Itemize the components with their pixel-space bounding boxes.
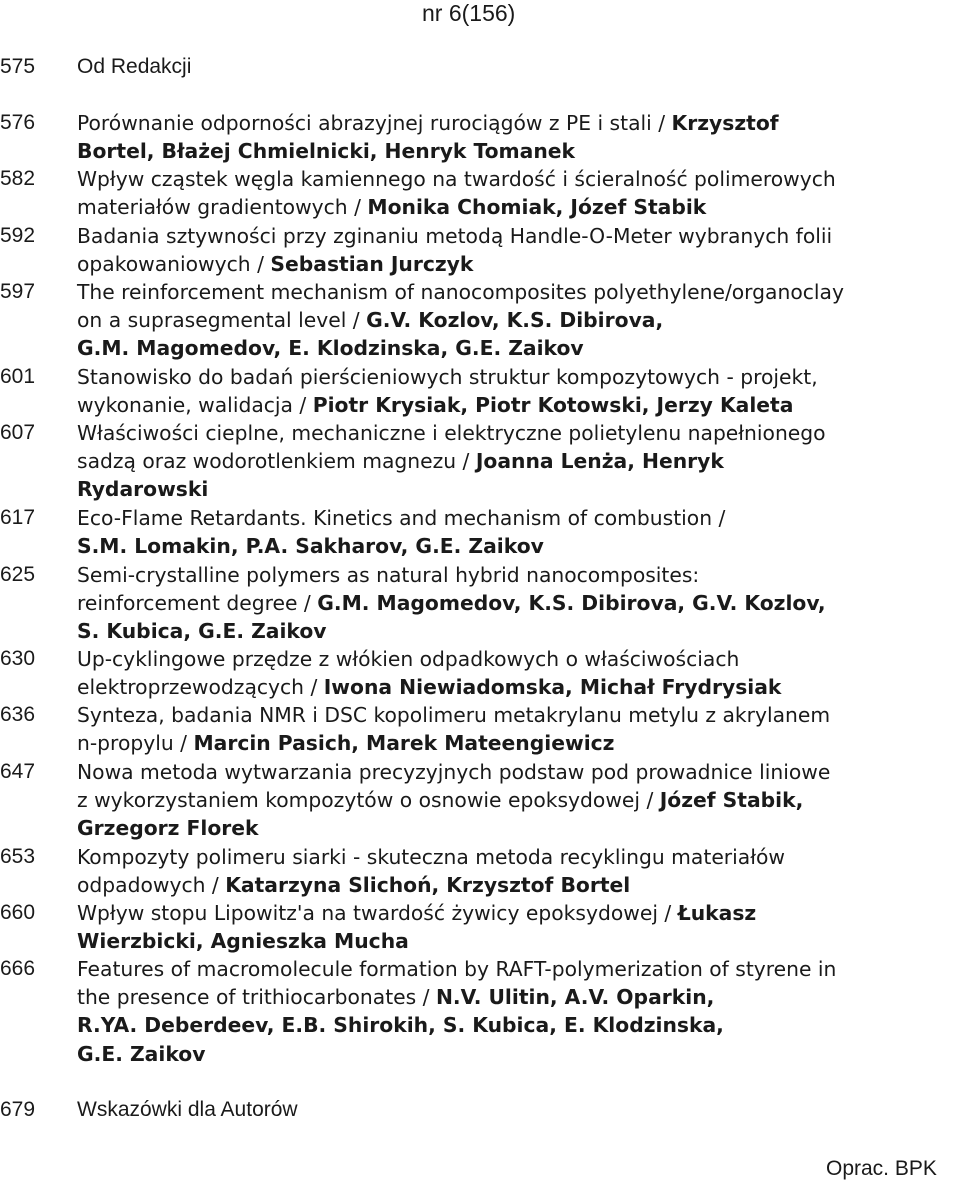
page-number: 653 [0,845,36,868]
entry-title [77,419,826,504]
title-line [77,532,725,560]
article-authors: G.M. Magomedov, K.S. Dibirova, G.V. Kozlov, [317,591,826,616]
article-title-text: Właściwości cieplne, mechaniczne i elektryczne polietylenu napełnionego [77,421,826,445]
article-title-text: Porównanie odporności abrazyjnej rurociągów z PE i stali / [77,111,672,135]
title-line [77,250,832,278]
title-line [77,871,785,899]
article-title-text: reinforcement degree / [77,591,318,616]
title-line [77,927,756,955]
title-line [77,278,844,306]
article-title-text: Synteza, badania NMR i DSC kopolimeru metakrylanu metylu z akrylanem [77,703,831,727]
entry-title: Wskazówki dla Autorów [77,1098,298,1121]
article-authors: G.V. Kozlov, K.S. Dibirova, [366,308,664,333]
article-authors: Marcin Pasich, Marek Mateengiewicz [193,731,615,756]
issue-number: nr 6(156) [422,0,516,26]
page-number: 582 [0,167,36,190]
article-title-text: Eco-Flame Retardants. Kinetics and mechanism of combustion / [77,506,726,530]
title-line [77,814,830,842]
title-line [77,729,830,757]
title-line [77,109,779,137]
page-number: 575 [0,55,36,78]
entry-title [77,561,826,646]
article-authors: N.V. Ulitin, A.V. Oparkin, [435,985,715,1010]
title-line [77,645,781,673]
entry-title [77,222,832,278]
entry-title [77,701,830,757]
article-title-text: sadzą oraz wodorotlenkiem magnezu / [77,449,476,474]
article-authors: R.YA. Deberdeev, E.B. Shirokih, S. Kubica, E. Klodzinska, [77,1013,724,1038]
article-authors: S. Kubica, G.E. Zaikov [77,619,327,644]
entry-title [77,955,836,1068]
article-authors: Krzysztof [671,111,779,135]
page-number: 666 [0,957,36,980]
article-title-text: The reinforcement mechanism of nanocomposites polyethylene/organoclay [77,280,844,304]
title-line [77,899,756,927]
article-title-text: Features of macromolecule formation by RAFT-polymerization of styrene in [77,957,837,981]
article-title-text: Up-cyklingowe przędze z włókien odpadkowych o właściwościach [77,647,740,671]
title-line [77,475,826,503]
article-authors: Łukasz [677,901,757,925]
article-title-text: opakowaniowych / [77,252,271,277]
entry-title [77,843,785,899]
article-authors: Sebastian Jurczyk [270,252,474,277]
title-line [77,758,830,786]
article-title-text: on a suprasegmental level / [77,308,367,333]
article-title-text: z wykorzystaniem kompozytów o osnowie epoksydowej / [77,788,660,813]
entry-title [77,645,781,701]
entry-title [77,278,844,363]
page-number: 636 [0,703,36,726]
title-line [77,589,826,617]
title-line [77,419,826,447]
page-number: 607 [0,421,36,444]
entry-title [77,363,818,419]
article-title-text: Nowa metoda wytwarzania precyzyjnych podstaw pod prowadnice liniowe [77,760,831,784]
page-number: 647 [0,760,36,783]
page-number: 617 [0,506,36,529]
title-line [77,1040,836,1068]
title-line [77,193,836,221]
article-authors: Piotr Krysiak, Piotr Kotowski, Jerzy Kaleta [312,393,794,418]
title-line [77,447,826,475]
title-line [77,504,725,532]
article-authors: Bortel, Błażej Chmielnicki, Henryk Tomanek [77,139,576,164]
article-authors: G.M. Magomedov, E. Klodzinska, G.E. Zaikov [77,336,584,361]
page-number: 625 [0,563,36,586]
article-title-text: Kompozyty polimeru siarki - skuteczna metoda recyklingu materiałów [77,845,785,869]
article-title-text: Wpływ cząstek węgla kamiennego na twardość i ścieralność polimerowych [77,167,836,191]
article-authors: Monika Chomiak, Józef Stabik [367,195,707,220]
article-title-text: Stanowisko do badań pierścieniowych struktur kompozytowych - projekt, [77,365,818,389]
title-line [77,306,844,334]
title-line [77,673,781,701]
article-title-text: Semi-crystalline polymers as natural hybrid nanocomposites: [77,563,700,587]
title-line [77,1011,836,1039]
article-title-text: elektroprzewodzących / [77,675,324,700]
entry-title: Od Redakcji [77,55,192,78]
article-title-text: wykonanie, walidacja / [77,393,313,418]
title-line [77,222,832,250]
page-number: 630 [0,647,36,670]
entry-title [77,758,830,843]
article-title-text: n-propylu / [77,731,194,756]
title-line [77,165,836,193]
title-line [77,701,830,729]
page-number: 660 [0,901,36,924]
title-line [77,955,836,983]
title-line [77,137,779,165]
article-authors: Katarzyna Slichoń, Krzysztof Bortel [225,873,631,898]
article-authors: Joanna Lenża, Henryk [475,449,724,474]
article-authors: Józef Stabik, [659,788,804,813]
title-line [77,786,830,814]
title-line [77,363,818,391]
article-authors: Wierzbicki, Agnieszka Mucha [77,929,409,954]
title-line [77,617,826,645]
entry-title [77,165,836,221]
article-title-text: Badania sztywności przy zginaniu metodą Handle-O-Meter wybranych folii [77,224,833,248]
entry-title [77,109,779,165]
title-line [77,983,836,1011]
article-authors: Iwona Niewiadomska, Michał Frydrysiak [323,675,782,700]
page-number: 679 [0,1098,36,1121]
page-number: 592 [0,224,36,247]
article-authors: S.M. Lomakin, P.A. Sakharov, G.E. Zaikov [77,534,544,559]
page-number: 576 [0,111,36,134]
entry-title [77,504,725,560]
entry-title [77,899,756,955]
article-title-text: materiałów gradientowych / [77,195,368,220]
title-line [77,391,818,419]
article-title-text: the presence of trithiocarbonates / [77,985,436,1010]
title-line [77,561,826,589]
footer-credit: Oprac. BPK [826,1157,937,1180]
article-authors: Rydarowski [77,477,209,502]
title-line [77,843,785,871]
page-number: 597 [0,280,36,303]
title-line [77,334,844,362]
article-title-text: Wpływ stopu Lipowitz'a na twardość żywicy epoksydowej / [77,901,678,925]
article-authors: Grzegorz Florek [77,816,259,841]
page-number: 601 [0,365,36,388]
article-authors: G.E. Zaikov [77,1041,206,1066]
article-title-text: odpadowych / [77,873,226,898]
